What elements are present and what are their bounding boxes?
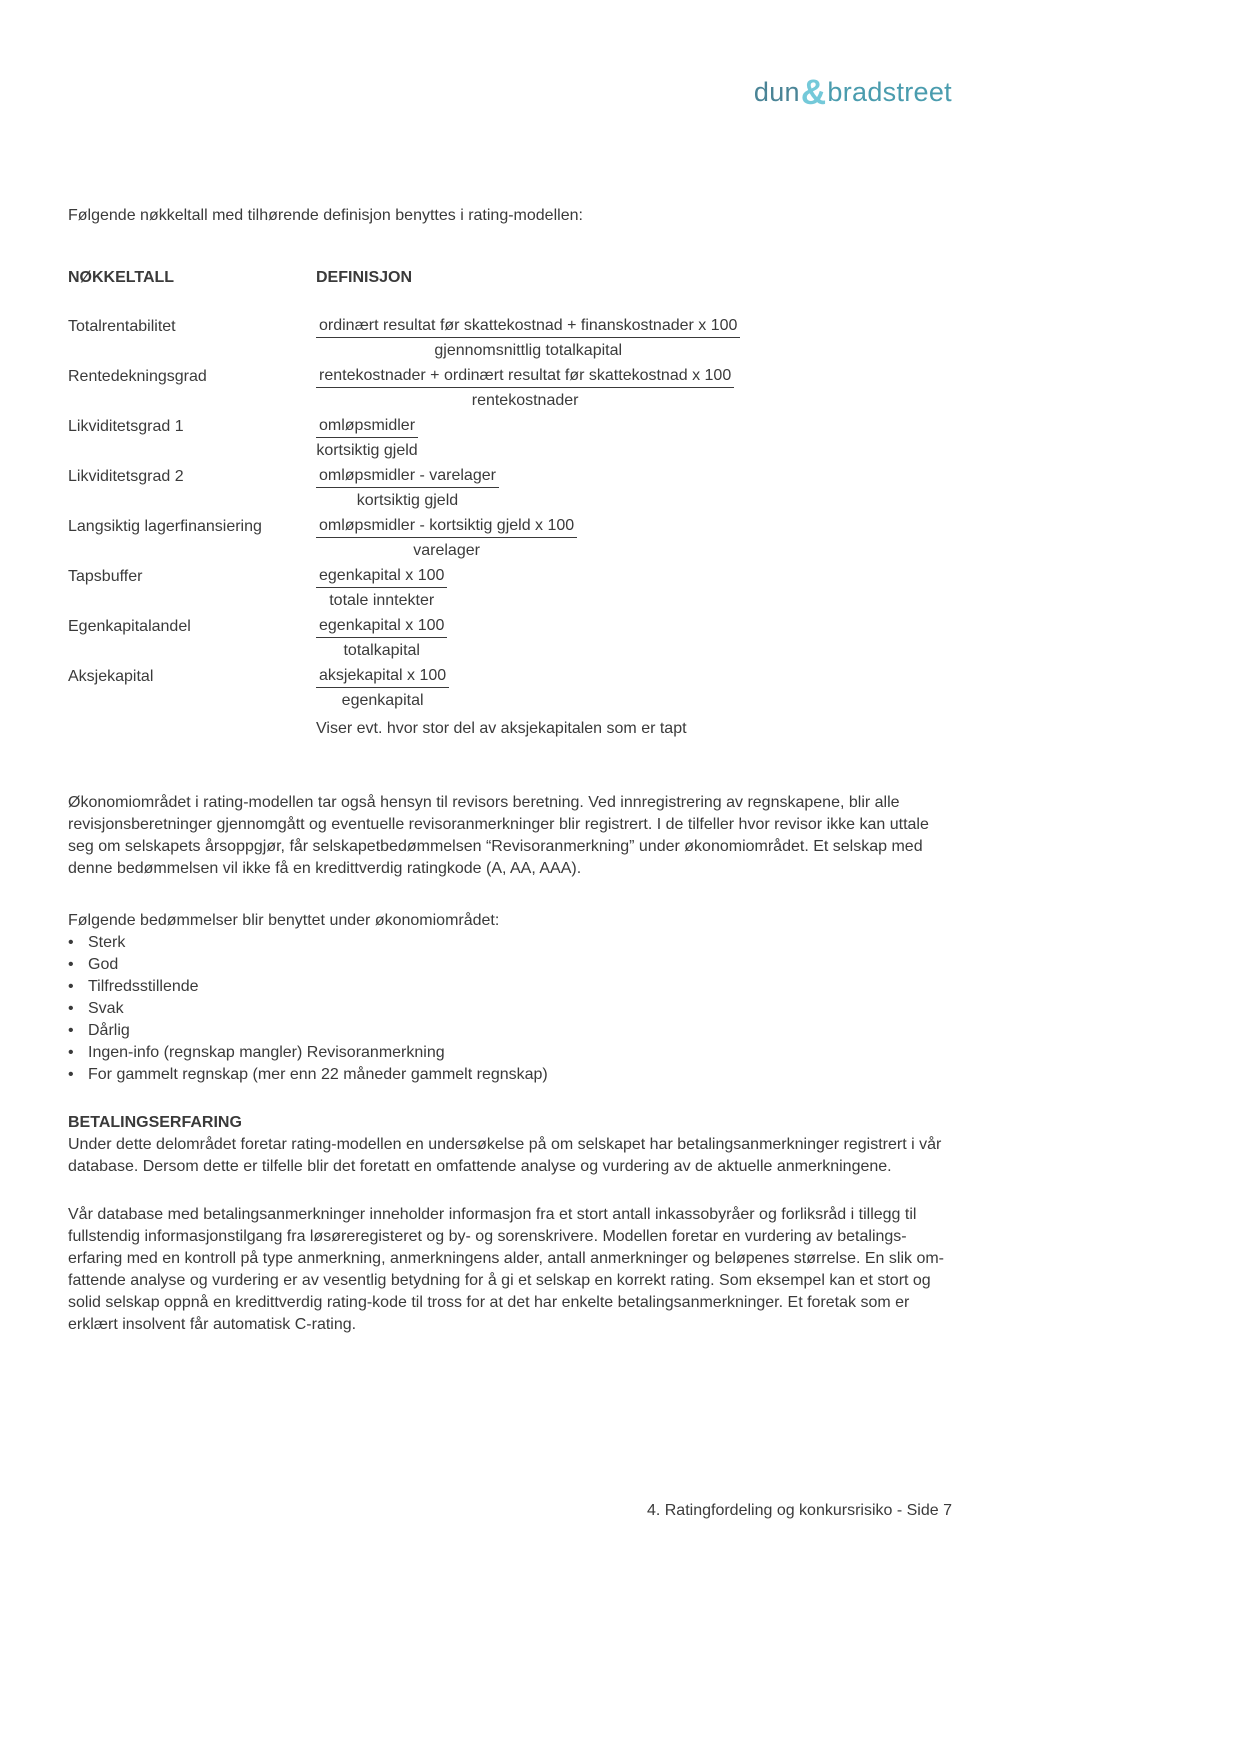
- payment-paragraph-1: Under dette delområdet foretar rating-modellen en undersøkelse på om selskapet har betalingsanmerkninger registrert i vår database. Dersom dette er tilfelle blir det foretatt en omfattende analyse og vurdering av de aktuelle anmerkningene.: [68, 1136, 942, 1175]
- fraction-denominator: egenkapital: [341, 692, 424, 709]
- intro-text: Følgende nøkkeltall med tilhørende definisjon benyttes i rating-modellen:: [68, 207, 583, 224]
- bullet-icon: •: [68, 1022, 74, 1039]
- bullets-intro: Følgende bedømmelser blir benyttet under økonomiområdet:: [68, 912, 500, 929]
- bullet-icon: •: [68, 978, 74, 995]
- fraction-denominator: varelager: [413, 542, 480, 559]
- list-item-label: For gammelt regnskap (mer enn 22 måneder gammelt regnskap): [88, 1066, 548, 1083]
- list-item-label: God: [88, 956, 119, 973]
- list-item-label: Sterk: [88, 934, 126, 951]
- fraction-denominator: rentekostnader: [471, 392, 579, 409]
- definition-fraction: [316, 415, 418, 460]
- table-row: [68, 315, 952, 360]
- fraction-numerator: omløpsmidler - varelager: [316, 466, 499, 488]
- definition-fraction: [316, 665, 449, 710]
- list-item-label: Dårlig: [88, 1022, 130, 1039]
- list-item: [68, 1064, 952, 1086]
- list-item-label: Tilfredsstillende: [88, 978, 199, 995]
- table-row: [68, 465, 952, 510]
- bullet-icon: •: [68, 1044, 74, 1061]
- list-item: [68, 1020, 952, 1042]
- definition-fraction: [316, 515, 577, 560]
- column-header-nokkeltall: NØKKELTALL: [68, 269, 175, 286]
- page-footer: 4. Ratingfordeling og konkursrisiko - Side 7: [646, 1502, 952, 1519]
- fraction-denominator: totalkapital: [343, 642, 420, 659]
- table-row: [68, 615, 952, 660]
- definition-fraction: [316, 465, 499, 510]
- bullet-icon: •: [68, 1066, 74, 1083]
- list-item: [68, 954, 952, 976]
- definition-fraction: [316, 565, 447, 610]
- fraction-numerator: aksjekapital x 100: [316, 666, 449, 688]
- payment-paragraph-2: Vår database med betalingsanmerkninger inneholder informasjon fra et stort antall inkassobyråer og forliksråd i tillegg til fullstendig informasjonstilgang fra løsøreregisteret og by- og sorenskrivere. Modellen foretar en vurdering av betalings- erfaring med en kontroll på type anmerkning, anmerkningens alder, antall anmerkninger og beløpenes størrelse. En slik om- fattende analyse og vurdering er av vesentlig betydning for å gi et selskap en korrekt rating. Som eksempel kan et stort og solid selskap oppnå en kredittverdig rating-kode til tross for at det har enkelte betalingsanmerkninger. Et foretak som er erklært insolvent får automatisk C-rating.: [68, 1206, 944, 1333]
- definition-fraction: [316, 365, 734, 410]
- key-figures-table: [68, 267, 952, 740]
- column-header-definisjon: DEFINISJON: [316, 269, 413, 286]
- table-header-row: [68, 267, 952, 289]
- key-figure-label: Totalrentabilitet: [68, 318, 176, 335]
- dun-bradstreet-logo: [68, 73, 952, 112]
- fraction-denominator: kortsiktig gjeld: [356, 492, 459, 509]
- definition-fraction: [316, 315, 740, 360]
- list-item-label: Svak: [88, 1000, 124, 1017]
- logo-ampersand-icon: &: [800, 73, 827, 112]
- table-row: [68, 415, 952, 460]
- fraction-numerator: rentekostnader + ordinært resultat før skattekostnad x 100: [316, 366, 734, 388]
- list-item-label: Ingen-info (regnskap mangler) Revisoranmerkning: [88, 1044, 445, 1061]
- bullet-icon: •: [68, 1000, 74, 1017]
- fraction-denominator: gjennomsnittlig totalkapital: [434, 342, 623, 359]
- table-row: [68, 515, 952, 560]
- list-item: [68, 932, 952, 954]
- fraction-denominator: kortsiktig gjeld: [316, 442, 418, 459]
- section-heading-betalingserfaring: BETALINGSERFARING: [68, 1114, 242, 1131]
- bullet-icon: •: [68, 956, 74, 973]
- fraction-numerator: egenkapital x 100: [316, 566, 447, 588]
- key-figure-label: Tapsbuffer: [68, 568, 143, 585]
- logo-word-dun: dun: [753, 77, 800, 107]
- economy-paragraph: Økonomiområdet i rating-modellen tar også hensyn til revisors beretning. Ved innregistrering av regnskapene, blir alle revisjonsberetninger gjennomgått og eventuelle revisoranmerkninger blir registrert. I de tilfeller hvor revisor ikke kan uttale seg om selskapets årsoppgjør, får selskapetbedømmelsen “Revisoranmerkning” under økonomiområdet. Et selskap med denne bedømmelsen vil ikke få en kredittverdig ratingkode (A, AA, AAA).: [68, 794, 929, 877]
- definition-fraction: [316, 615, 447, 660]
- fraction-numerator: omløpsmidler - kortsiktig gjeld x 100: [316, 516, 577, 538]
- list-item: [68, 1042, 952, 1064]
- logo-word-bradstreet: bradstreet: [827, 77, 952, 107]
- key-figure-label: Likviditetsgrad 1: [68, 418, 184, 435]
- list-item: [68, 976, 952, 998]
- key-figure-label: Rentedekningsgrad: [68, 368, 207, 385]
- fraction-denominator: totale inntekter: [329, 592, 435, 609]
- key-figure-label: Egenkapitalandel: [68, 618, 191, 635]
- fraction-numerator: ordinært resultat før skattekostnad + finanskostnader x 100: [316, 316, 740, 338]
- list-item: [68, 998, 952, 1020]
- assessment-list: [68, 932, 952, 1086]
- table-row: [68, 565, 952, 610]
- table-row: [68, 665, 952, 710]
- page-content: [68, 0, 952, 1336]
- fraction-numerator: omløpsmidler: [316, 416, 418, 438]
- table-row: [68, 365, 952, 410]
- key-figure-label: Likviditetsgrad 2: [68, 468, 184, 485]
- bullet-icon: •: [68, 934, 74, 951]
- key-figure-label: Langsiktig lagerfinansiering: [68, 518, 262, 535]
- fraction-numerator: egenkapital x 100: [316, 616, 447, 638]
- aksjekapital-note: Viser evt. hvor stor del av aksjekapitalen som er tapt: [316, 720, 687, 737]
- key-figure-label: Aksjekapital: [68, 668, 154, 685]
